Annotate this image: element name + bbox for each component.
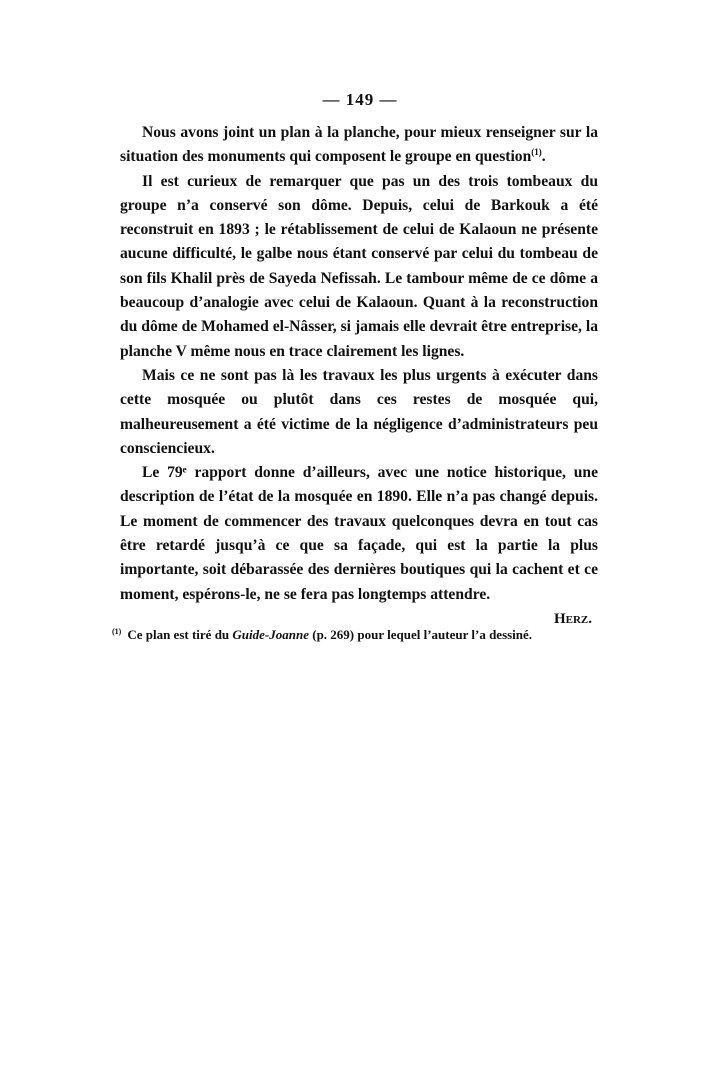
footnote-reference[interactable]: (1) (531, 147, 542, 158)
footnote (112, 626, 612, 644)
paragraph-2: Il est curieux de remarquer que pas un des trois tombeaux du groupe n’a conservé son dôme. Depuis, celui de Barkouk a été reconstruit en 1893 ; le rétablissement de celui de Kalaoun ne présente aucune difficulté, le galbe nous étant conservé par celui du tombeau de son fils Khalil près de Sayeda Nefissah. Le tambour même de ce dôme a beaucoup d’analogie avec celui de Kalaoun. Quant à la reconstruction du dôme de Mohamed el-Nâsser, si jamais elle devrait être entreprise, la planche V même nous en trace clairement les lignes. (120, 172, 598, 360)
page-number: — 149 — (322, 90, 398, 109)
paragraph-1-text: Nous avons joint un plan à la planche, pour mieux renseigner sur la situation des monuments qui composent le groupe en question (120, 124, 598, 166)
footnote-text-after: (p. 269) pour lequel l’auteur l’a dessiné. (308, 627, 533, 642)
paragraph-1 (120, 121, 598, 170)
footnote-text-before: Ce plan est tiré du (127, 627, 233, 642)
author-signature: Herz. (553, 610, 592, 627)
footnote-italic-title: Guide-Joanne (232, 627, 309, 642)
paragraph-4: Le 79ᵉ rapport donne d’ailleurs, avec une notice historique, une description de l’état de la mosquée en 1890. Elle n’a pas changé depuis. Le moment de commencer des travaux quelconques devra en tout cas être retardé jusqu’à ce que sa façade, qui est la partie la plus importante, soit débarassée des dernières boutiques qui la cachent et ce moment, espérons-le, ne se fera pas longtemps attendre. (120, 464, 598, 603)
paragraph-1-end: . (541, 148, 546, 166)
main-text (120, 121, 598, 631)
footnote-marker: (1) (112, 626, 122, 636)
paragraph-3: Mais ce ne sont pas là les travaux les plus urgents à exécuter dans cette mosquée ou plutôt dans ces restes de mosquée qui, malheureusement a été victime de la négligence d’administrateurs peu consciencieux. (120, 366, 598, 457)
